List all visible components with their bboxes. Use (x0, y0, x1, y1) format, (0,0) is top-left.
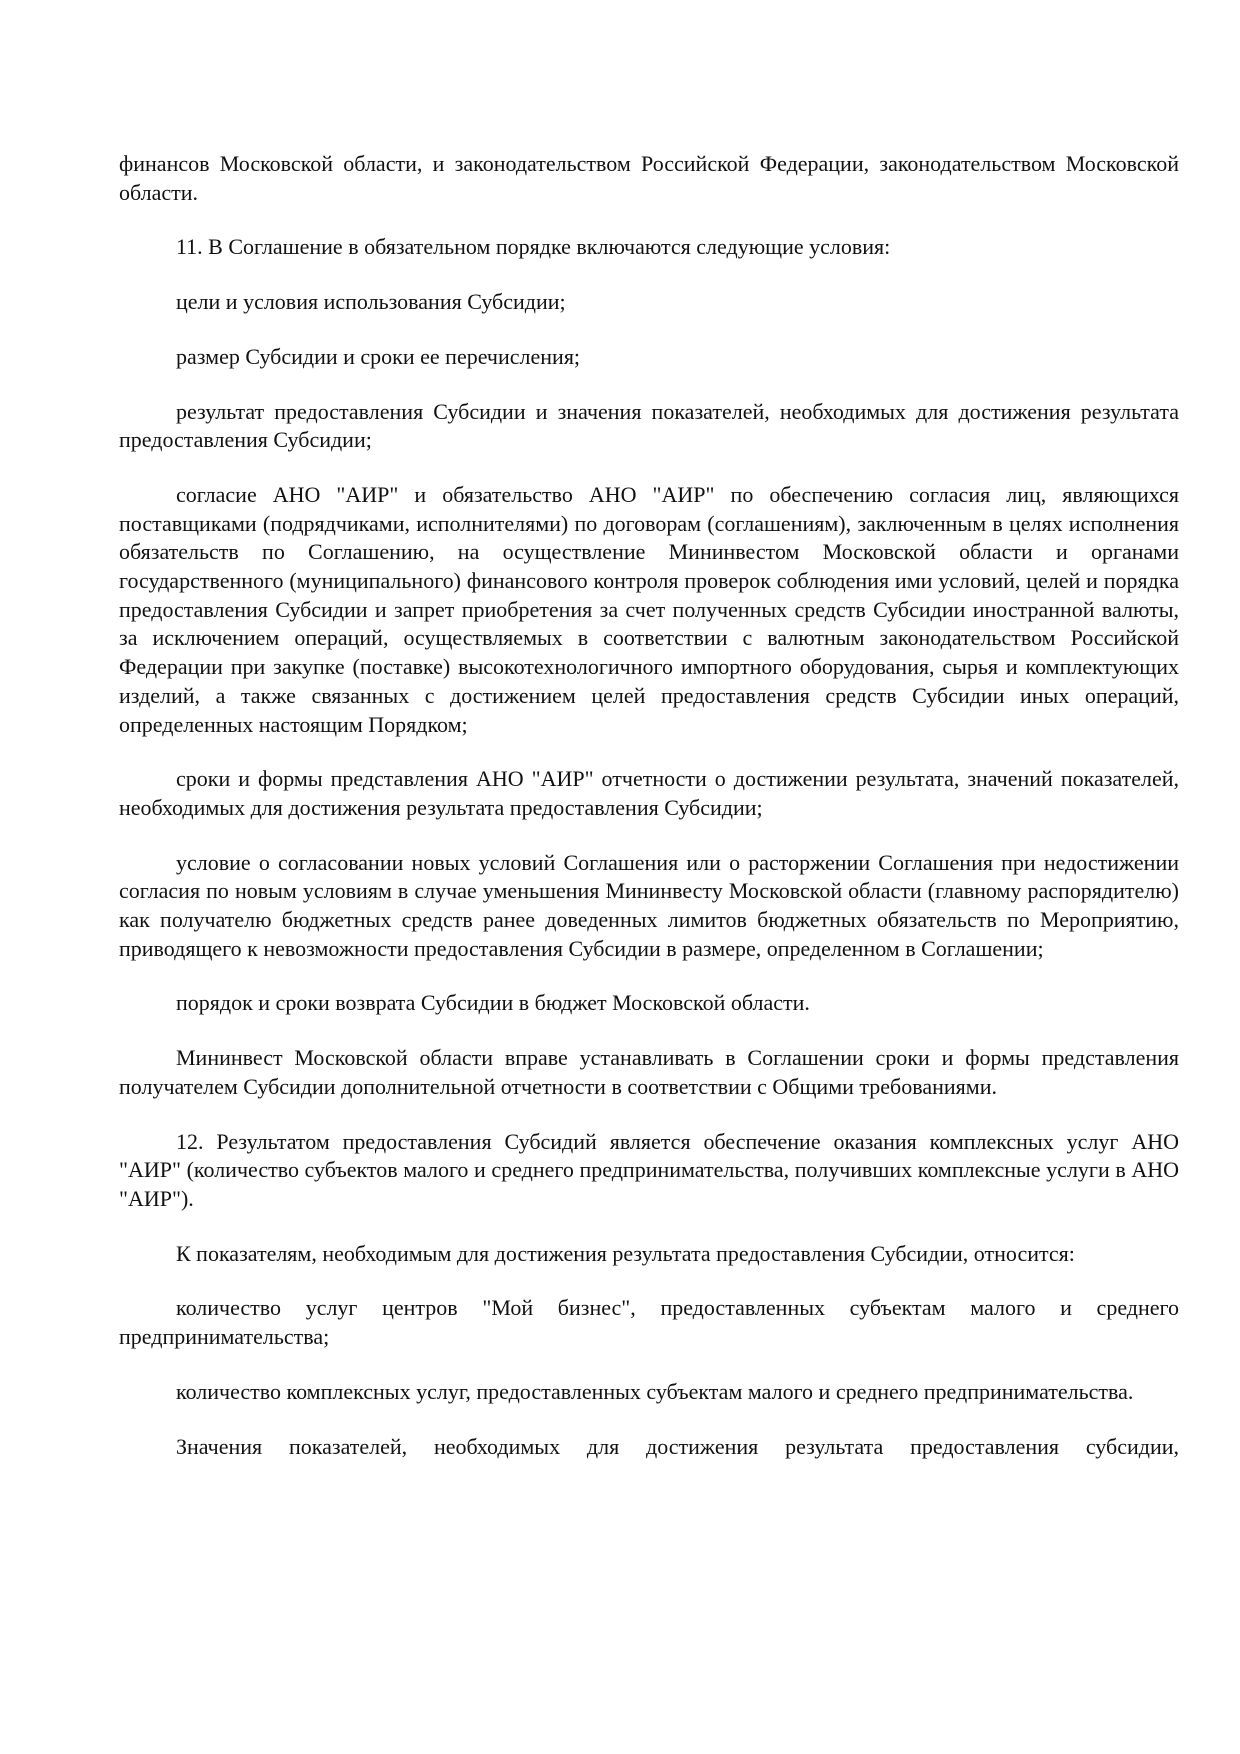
paragraph: 11. В Соглашение в обязательном порядке включаются следующие условия: (176, 234, 891, 260)
paragraph: цели и условия использования Субсидии; (176, 289, 566, 315)
document-page (119, 150, 1179, 1487)
paragraph: сроки и формы представления АНО "АИР" отчетности о достижении результата, значений показателей, необходимых для достижения результата предоставления Субсидии; (119, 766, 1179, 820)
paragraph: размер Субсидии и сроки ее перечисления; (176, 343, 581, 369)
paragraph: количество услуг центров "Мой бизнес", предоставленных субъектам малого и среднего предпринимательства; (119, 1295, 1179, 1350)
paragraph: Мининвест Московской области вправе устанавливать в Соглашении сроки и формы представления получателем Субсидии дополнительной отчетности в соответствии с Общими требованиями. (119, 1045, 1179, 1099)
paragraph: согласие АНО "АИР" и обязательство АНО "АИР" по обеспечению согласия лиц, являющихся поставщиками (подрядчиками, исполнителями) по договорам (соглашениям), заключенным в целях исполнения обязательств по Соглашению, на осуществление Мининвестом Московской области и органами государственного (муниципального) финансового контроля проверок соблюдения ими условий, целей и порядка предоставления Субсидии и запрет приобретения за счет полученных средств Субсидии иностранной валюты, за исключением операций, осуществляемых в соответствии с валютным законодательством Российской Федерации при закупке (поставке) высокотехнологичного импортного оборудования, сырья и комплектующих изделий, а также связанных с достижением целей предоставления средств Субсидии иных операций, определенных настоящим Порядком; (119, 481, 1179, 737)
paragraph: количество комплексных услуг, предоставленных субъектам малого и среднего предпринимательства. (176, 1378, 1134, 1404)
paragraph: результат предоставления Субсидии и значения показателей, необходимых для достижения результата предоставления Субсидии; (119, 398, 1179, 453)
paragraph: К показателям, необходимым для достижения результата предоставления Субсидии, относится: (176, 1240, 1075, 1266)
paragraph: Значения показателей, необходимых для достижения результата предоставления субсидии, (176, 1433, 1179, 1459)
paragraph: 12. Результатом предоставления Субсидий является обеспечение оказания комплексных услуг АНО "АИР" (количество субъектов малого и среднего предпринимательства, получивших комплексные услуги в АНО "АИР"). (119, 1128, 1179, 1211)
paragraph: финансов Московской области, и законодательством Российской Федерации, законодательством Московской области. (119, 151, 1179, 205)
paragraph: условие о согласовании новых условий Соглашения или о расторжении Соглашения при недостижении согласия по новым условиям в случае уменьшения Мининвесту Московской области (главному распорядителю) как получателю бюджетных средств ранее доведенных лимитов бюджетных обязательств по Мероприятию, приводящего к невозможности предоставления Субсидии в размере, определенном в Соглашении; (119, 849, 1179, 961)
paragraph: порядок и сроки возврата Субсидии в бюджет Московской области. (176, 990, 810, 1016)
